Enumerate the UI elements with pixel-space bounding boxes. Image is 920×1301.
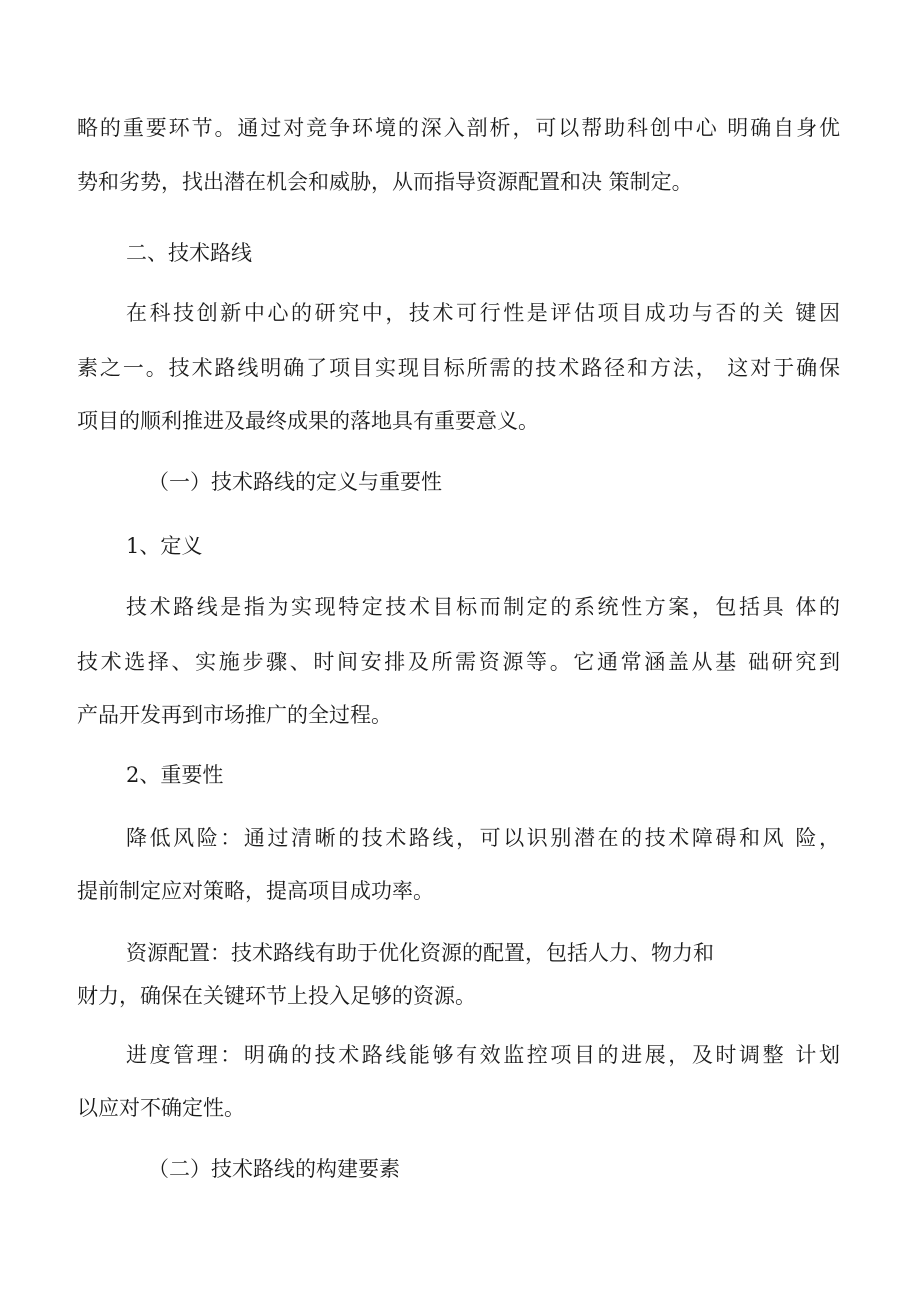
paragraph-line: 以应对不确定性。 <box>77 1096 245 1120</box>
section-heading: 二、技术路线 <box>126 241 252 265</box>
paragraph-line: 降低风险：通过清晰的技术路线，可以识别潜在的技术障碍和风 险， <box>126 826 840 850</box>
subsection-heading: （二）技术路线的构建要素 <box>148 1157 400 1181</box>
paragraph-line: 技术路线是指为实现特定技术目标而制定的系统性方案，包括具 体的 <box>126 595 840 619</box>
item-heading: 1、定义 <box>126 534 203 558</box>
paragraph-line: 在科技创新中心的研究中，技术可行性是评估项目成功与否的关 键因 <box>126 301 840 325</box>
paragraph-line: 势和劣势，找出潜在机会和威胁，从而指导资源配置和决 策制定。 <box>77 170 693 194</box>
paragraph-line: 素之一。技术路线明确了项目实现目标所需的技术路径和方法， 这对于确保 <box>77 356 840 380</box>
paragraph-line: 项目的顺利推进及最终成果的落地具有重要意义。 <box>77 409 539 433</box>
paragraph-line: 进度管理：明确的技术路线能够有效监控项目的进展，及时调整 计划 <box>126 1043 840 1067</box>
item-heading: 2、重要性 <box>126 763 224 787</box>
paragraph-line: 产品开发再到市场推广的全过程。 <box>77 703 392 727</box>
paragraph-line: 略的重要环节。通过对竞争环境的深入剖析，可以帮助科创中心 明确自身优 <box>77 116 840 140</box>
paragraph-line: 技术选择、实施步骤、时间安排及所需资源等。它通常涵盖从基 础研究到 <box>77 650 840 674</box>
paragraph-line: 资源配置：技术路线有助于优化资源的配置，包括人力、物力和 <box>126 941 714 965</box>
paragraph-line: 财力，确保在关键环节上投入足够的资源。 <box>77 984 476 1008</box>
subsection-heading: （一）技术路线的定义与重要性 <box>148 470 442 494</box>
paragraph-line: 提前制定应对策略，提高项目成功率。 <box>77 879 434 903</box>
